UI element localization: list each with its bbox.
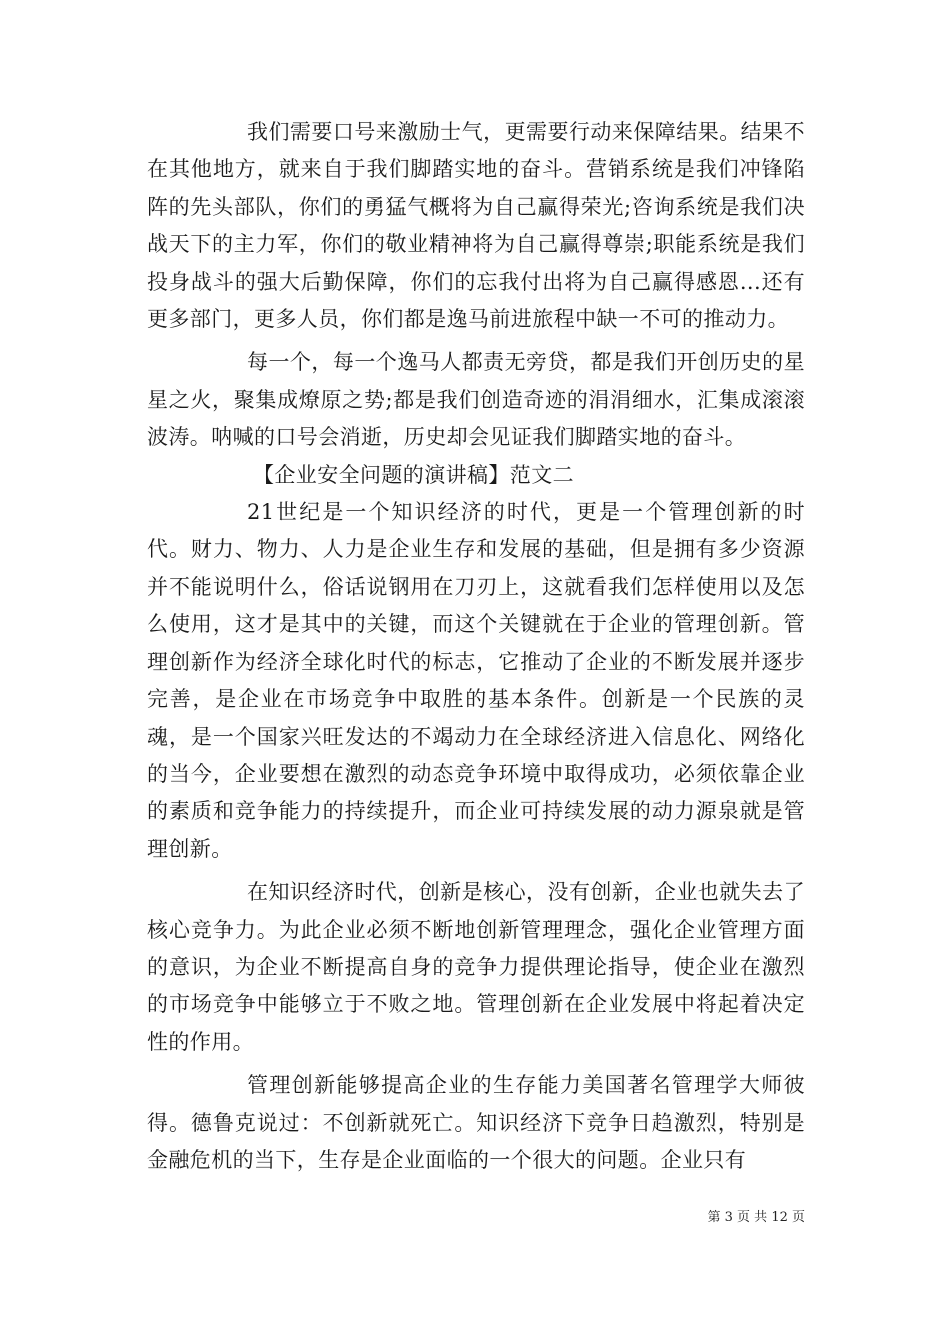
paragraph-2: 每一个，每一个逸马人都责无旁贷，都是我们开创历史的星星之火，聚集成燎原之势;都是我们创造奇迹的涓涓细水，汇集成滚滚波涛。呐喊的口号会消逝，历史却会见证我们脚踏实地的奋斗。 — [147, 350, 805, 450]
paragraph-1: 我们需要口号来激励士气，更需要行动来保障结果。结果不在其他地方，就来自于我们脚踏实地的奋斗。营销系统是我们冲锋陷阵的先头部队，你们的勇猛气概将为自己赢得荣光;咨询系统是我们决战天下的主力军，你们的敬业精神将为自己赢得尊崇;职能系统是我们投身战斗的强大后勤保障，你们的忘我付出将为自己赢得感恩...还有更多部门，更多人员，你们都是逸马前进旅程中缺一不可的推动力。 — [147, 120, 805, 332]
page-number-footer: 第 3 页 共 12 页 — [707, 1210, 805, 1225]
section-heading: 【企业安全问题的演讲稿】范文二 — [253, 462, 574, 487]
paragraph-3: 21世纪是一个知识经济的时代，更是一个管理创新的时代。财力、物力、人力是企业生存和发展的基础，但是拥有多少资源并不能说明什么，俗话说钢用在刀刃上，这就看我们怎样使用以及怎么使用，这才是其中的关键，而这个关键就在于企业的管理创新。管理创新作为经济全球化时代的标志，它推动了企业的不断发展并逐步完善，是企业在市场竞争中取胜的基本条件。创新是一个民族的灵魂，是一个国家兴旺发达的不竭动力在全球经济进入信息化、网络化的当今，企业要想在激烈的动态竞争环境中取得成功，必须依靠企业的素质和竞争能力的持续提升，而企业可持续发展的动力源泉就是管理创新。 — [147, 500, 805, 861]
paragraph-5: 管理创新能够提高企业的生存能力美国著名管理学大师彼得。德鲁克说过：不创新就死亡。知识经济下竞争日趋激烈，特别是金融危机的当下，生存是企业面临的一个很大的问题。企业只有 — [147, 1073, 805, 1172]
document-body — [147, 114, 805, 1179]
paragraph-4: 在知识经济时代，创新是核心，没有创新，企业也就失去了核心竞争力。为此企业必须不断地创新管理理念，强化企业管理方面的意识，为企业不断提高自身的竞争力提供理论指导，使企业在激烈的市场竞争中能够立于不败之地。管理创新在企业发展中将起着决定性的作用。 — [147, 880, 805, 1054]
